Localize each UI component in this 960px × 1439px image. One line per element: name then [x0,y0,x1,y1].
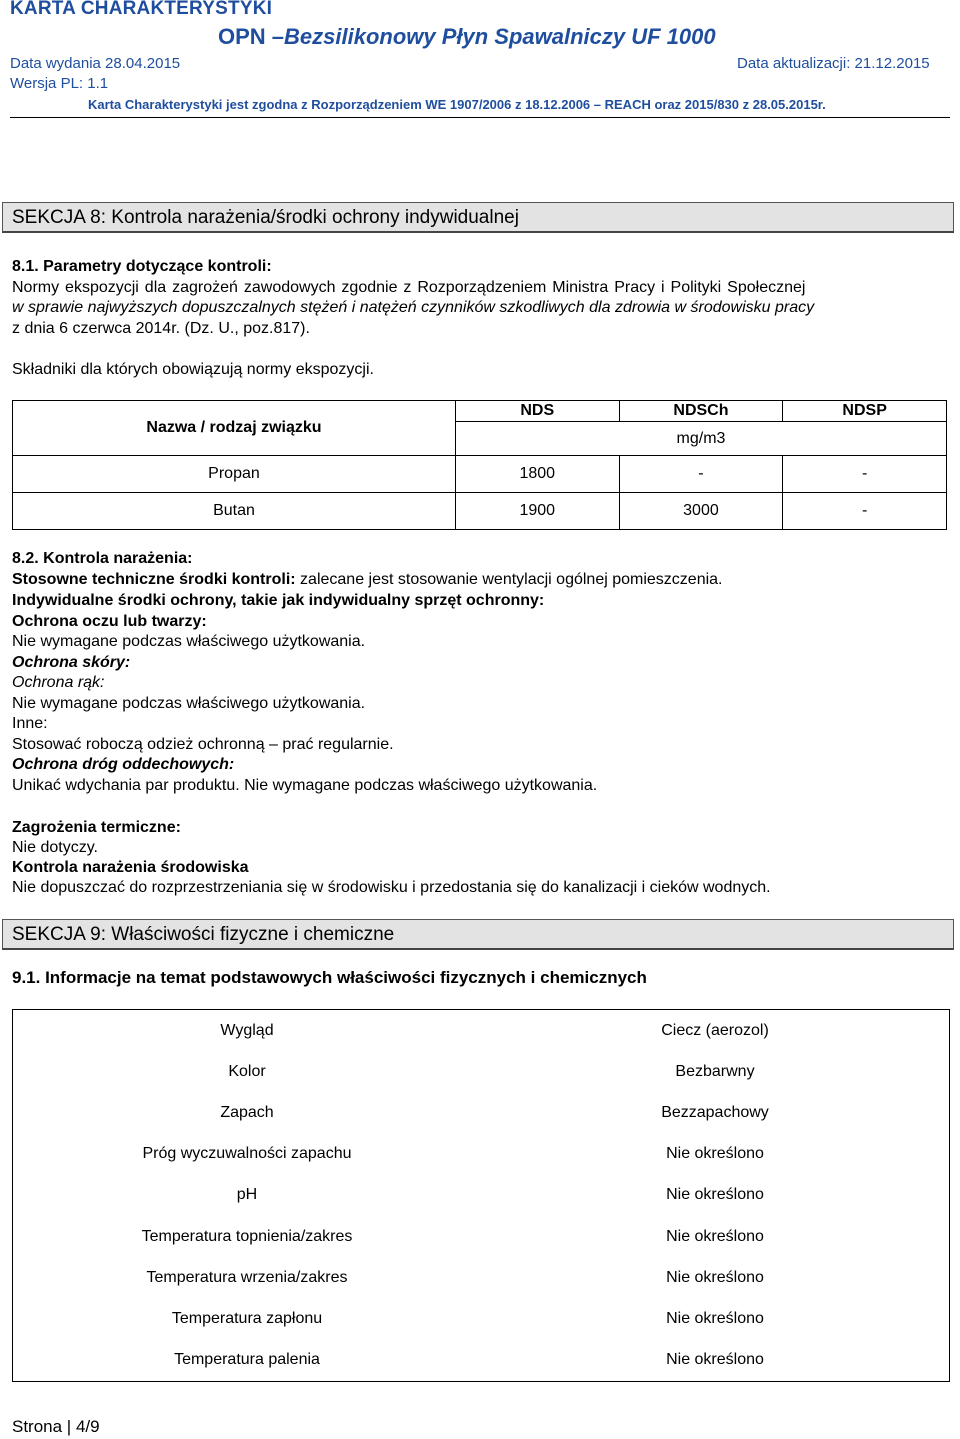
table-row [13,1298,950,1339]
property-value: Nie określono [666,1351,764,1369]
issue-date: Data wydania 28.04.2015 [10,55,181,72]
product-name: Bezsilikonowy Płyn Spawalniczy UF 1000 [284,24,716,49]
environment-control-text: Nie dopuszczać do rozprzestrzeniania się w środowisku i przedostania się do kanalizacji i cieków wodnych. [12,879,771,896]
property-name: Temperatura wrzenia/zakres [146,1268,348,1286]
col-header-name: Nazwa / rodzaj związku [13,401,456,456]
header-divider [10,117,950,118]
table-row [13,1216,950,1257]
physical-properties-table [12,1009,950,1382]
property-value: Nie określono [666,1186,764,1204]
s91-heading: 9.1. Informacje na temat podstawowych właściwości fizycznych i chemicznych [12,968,647,987]
hand-protection-text: Nie wymagane podczas właściwego użytkowania. [12,695,366,712]
table-row [13,1257,950,1298]
component-name: Propan [13,456,456,493]
regulation-note: Karta Charakterystyki jest zgodna z Rozporządzeniem WE 1907/2006 z 18.12.2006 – REACH oraz 2015/830 z 28.05.2015r. [88,97,826,112]
respiratory-protection-heading: Ochrona dróg oddechowych: [12,756,235,773]
property-value: Bezzapachowy [661,1103,769,1121]
property-name: Temperatura topnienia/zakres [141,1227,353,1245]
col-header-nds: NDS [455,401,619,422]
ndsch-value: - [619,456,783,493]
property-value: Ciecz (aerozol) [661,1021,769,1039]
property-name: Wygląd [220,1021,274,1039]
eye-protection-text: Nie wymagane podczas właściwego użytkowania. [12,633,366,650]
property-name: Zapach [220,1103,274,1121]
ndsch-value: 3000 [619,493,783,530]
ndsp-value: - [783,456,947,493]
unit-cell: mg/m3 [455,422,946,456]
respiratory-protection-text: Unikać wdychania par produktu. Nie wymagane podczas właściwego użytkowania. [12,777,598,794]
document-type-title: KARTA CHARAKTERYSTYKI [10,0,273,19]
hand-protection-heading: Ochrona rąk: [12,674,105,691]
section-8-title: SEKCJA 8: Kontrola narażenia/środki ochrony indywidualnej [12,207,519,228]
skin-protection-heading: Ochrona skóry: [12,654,131,671]
property-name: Kolor [228,1062,266,1080]
component-name: Butan [13,493,456,530]
other-protection-heading: Inne: [12,715,48,732]
nds-value: 1800 [455,456,619,493]
s81-line-2: w sprawie najwyższych dopuszczalnych stężeń i natężeń czynników szkodliwych dla zdrowia w środowisku pracy [12,299,815,316]
table-row [13,1092,950,1133]
product-title [218,24,716,50]
property-value: Bezbarwny [675,1062,755,1080]
table-row [13,1175,950,1216]
ppe-heading: Indywidualne środki ochrony, takie jak indywidualny sprzęt ochronny: [12,592,545,609]
s82-heading: 8.2. Kontrola narażenia: [12,550,193,567]
property-value: Nie określono [666,1268,764,1286]
col-header-ndsch: NDSCh [619,401,783,422]
table-row [13,1010,950,1052]
property-value: Nie określono [666,1145,764,1163]
thermal-hazards-text: Nie dotyczy. [12,839,98,856]
technical-controls-label: Stosowne techniczne środki kontroli: [12,571,296,588]
eye-protection-heading: Ochrona oczu lub twarzy: [12,613,207,630]
table-row [13,1340,950,1382]
s81-line-1: Normy ekspozycji dla zagrożeń zawodowych zgodnie z Rozporządzeniem Ministra Pracy i Polityki Społecznej [12,279,806,296]
property-value: Nie określono [666,1227,764,1245]
version: Wersja PL: 1.1 [10,75,109,92]
section-9-header [2,919,954,950]
environment-control-heading: Kontrola narażenia środowiska [12,859,249,876]
other-protection-text: Stosować roboczą odzież ochronną – prać regularnie. [12,736,394,753]
s81-line-3: z dnia 6 czerwca 2014r. (Dz. U., poz.817). [12,320,310,337]
property-name: Temperatura palenia [174,1351,320,1369]
property-name: Próg wyczuwalności zapachu [142,1145,352,1163]
product-prefix: OPN – [218,24,285,49]
section-8-header [2,202,954,233]
page-number: Strona | 4/9 [12,1417,100,1436]
table-row [13,493,947,530]
table-row [13,456,947,493]
section-9-title: SEKCJA 9: Właściwości fizyczne i chemiczne [12,924,395,945]
col-header-ndsp: NDSP [783,401,947,422]
nds-value: 1900 [455,493,619,530]
components-note: Składniki dla których obowiązują normy ekspozycji. [12,361,374,378]
technical-controls-text: zalecane jest stosowanie wentylacji ogólnej pomieszczenia. [295,571,723,588]
property-value: Nie określono [666,1309,764,1327]
exposure-limits-table [12,400,947,530]
update-date: Data aktualizacji: 21.12.2015 [737,55,930,72]
thermal-hazards-heading: Zagrożenia termiczne: [12,819,181,836]
property-name: Temperatura zapłonu [171,1309,323,1327]
ndsp-value: - [783,493,947,530]
technical-controls [12,570,723,590]
property-name: pH [236,1186,258,1204]
table-row [13,1134,950,1175]
table-row [13,1051,950,1092]
s81-heading: 8.1. Parametry dotyczące kontroli: [12,258,272,275]
